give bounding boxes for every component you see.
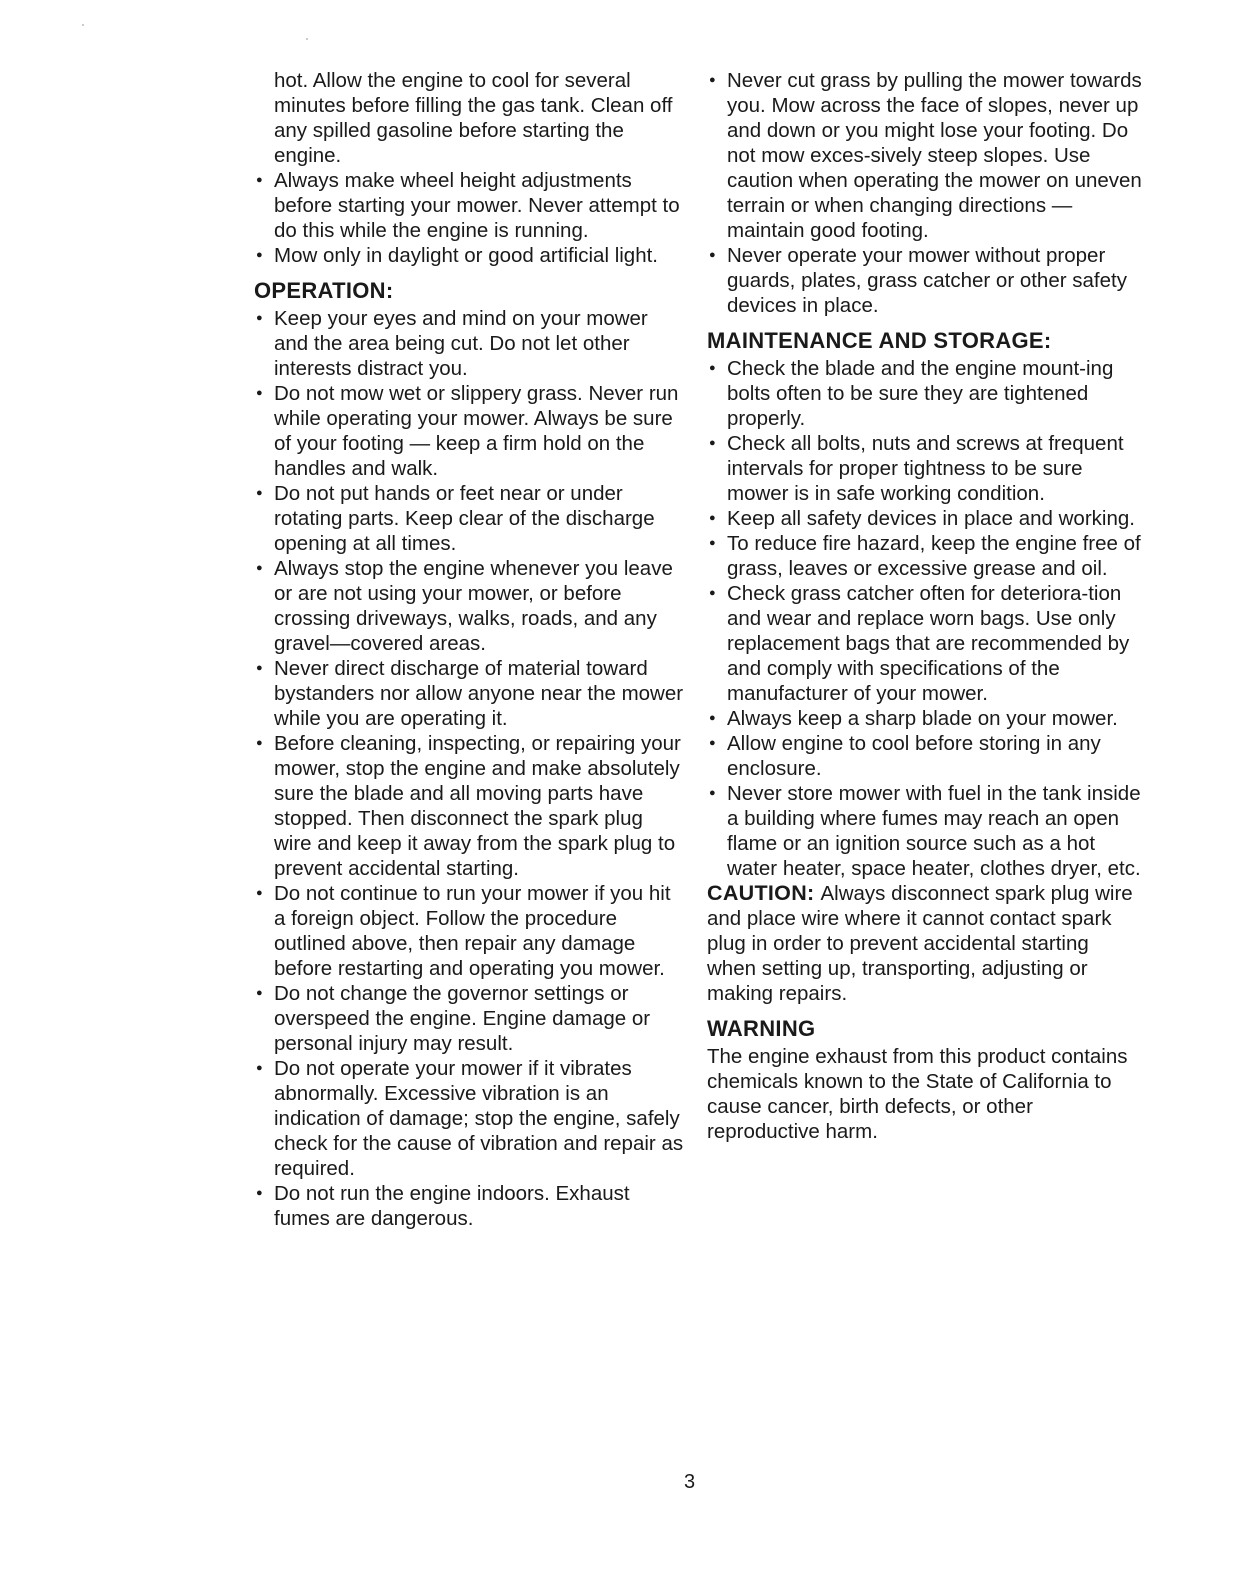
list-item: ● Before cleaning, inspecting, or repairing your mower, stop the engine and make absolutely sure the blade and all moving parts have stopped. Then disconnect the spark plug wire and keep it away from the spark plug to prevent accidental starting. — [256, 732, 681, 880]
bullet-icon: ● — [709, 362, 716, 374]
bullet-icon: ● — [709, 537, 716, 549]
bullet-icon: ● — [256, 1062, 263, 1074]
bullet-icon: ● — [709, 512, 716, 524]
caution-paragraph — [707, 881, 1143, 1006]
list-item: ● Never store mower with fuel in the tank inside a building where fumes may reach an open flame or an ignition source such as a hot water heater, space heater, clothes dryer, etc. — [709, 782, 1141, 880]
bullet-icon: ● — [709, 787, 716, 799]
list-item: ● Keep all safety devices in place and working. — [709, 507, 1135, 530]
bullet-icon: ● — [256, 662, 263, 674]
list-item: ● Allow engine to cool before storing in any enclosure. — [709, 732, 1101, 780]
slope-bullet-list — [707, 68, 1143, 318]
bullet-icon: ● — [256, 737, 263, 749]
list-item: ● Never cut grass by pulling the mower towards you. Mow across the face of slopes, never up and down or you might lose your footing. Do not mow exces-sively steep slopes. Use caution when operating the mower on uneven terrain or when changing directions — maintain good footing. — [709, 69, 1142, 242]
intro-bullet-list — [254, 168, 686, 268]
bullet-icon: ● — [256, 887, 263, 899]
maintenance-heading: MAINTENANCE AND STORAGE: — [707, 328, 1052, 353]
scan-speck — [82, 24, 84, 26]
bullet-icon: ● — [709, 74, 716, 86]
left-column — [254, 68, 686, 1231]
bullet-icon: ● — [709, 249, 716, 261]
warning-heading: WARNING — [707, 1016, 816, 1041]
list-item: ● Check all bolts, nuts and screws at frequent intervals for proper tightness to be sure mower is in safe working condition. — [709, 432, 1124, 505]
list-item: ● Check the blade and the engine mount-ing bolts often to be sure they are tightened properly. — [709, 357, 1114, 430]
caution-label: CAUTION: — [707, 881, 815, 905]
bullet-icon: ● — [256, 987, 263, 999]
warning-text: The engine exhaust from this product contains chemicals known to the State of California to cause cancer, birth defects, or other reproductive harm. — [707, 1045, 1128, 1143]
list-item: ● Do not mow wet or slippery grass. Never run while operating your mower. Always be sure of your footing — keep a firm hold on the handles and walk. — [256, 382, 679, 480]
list-item: ● Never direct discharge of material toward bystanders nor allow anyone near the mower while you are operating it. — [256, 657, 684, 730]
bullet-icon: ● — [709, 587, 716, 599]
list-item: ● Do not continue to run your mower if you hit a foreign object. Follow the procedure outlined above, then repair any damage before restarting and operating you mower. — [256, 882, 671, 980]
list-item: ● Never operate your mower without proper guards, plates, grass catcher or other safety devices in place. — [709, 244, 1127, 317]
operation-heading: OPERATION: — [254, 278, 394, 303]
list-item: ● Do not operate your mower if it vibrates abnormally. Excessive vibration is an indication of damage; stop the engine, safely check for the cause of vibration and repair as required. — [256, 1057, 684, 1180]
caution-text: Always disconnect spark plug wire and place wire where it cannot contact spark plug in order to prevent accidental starting when setting up, transporting, adjusting or making repairs. — [707, 882, 1133, 1005]
bullet-icon: ● — [256, 249, 263, 261]
bullet-icon: ● — [709, 737, 716, 749]
bullet-icon: ● — [256, 174, 263, 186]
bullet-icon: ● — [256, 312, 263, 324]
list-item: ● Keep your eyes and mind on your mower and the area being cut. Do not let other interests distract you. — [256, 307, 648, 380]
operation-bullet-list — [254, 306, 686, 1231]
list-item: ● Always keep a sharp blade on your mower. — [709, 707, 1118, 730]
bullet-icon: ● — [256, 387, 263, 399]
bullet-icon: ● — [256, 562, 263, 574]
list-item: ● Check grass catcher often for deteriora-tion and wear and replace worn bags. Use only replacement bags that are recommended by and comply with specifications of the manufacturer of your mower. — [709, 582, 1130, 705]
list-item: ● Do not run the engine indoors. Exhaust fumes are dangerous. — [256, 1182, 630, 1230]
page-number: 3 — [684, 1471, 696, 1493]
bullet-icon: ● — [709, 437, 716, 449]
scan-speck — [306, 38, 308, 40]
list-item: ● Mow only in daylight or good artificial light. — [256, 244, 658, 267]
list-item: ● To reduce fire hazard, keep the engine free of grass, leaves or excessive grease and oil. — [709, 532, 1141, 580]
bullet-icon: ● — [256, 1187, 263, 1199]
maintenance-bullet-list — [707, 356, 1143, 881]
bullet-icon: ● — [256, 487, 263, 499]
bullet-icon: ● — [709, 712, 716, 724]
right-column — [707, 68, 1143, 1144]
list-item: ● Always stop the engine whenever you leave or are not using your mower, or before crossing driveways, walks, roads, and any gravel—covered areas. — [256, 557, 673, 655]
intro-continuation: hot. Allow the engine to cool for several minutes before filling the gas tank. Clean off any spilled gasoline before starting the engine. — [274, 69, 673, 167]
list-item: ● Always make wheel height adjustments before starting your mower. Never attempt to do this while the engine is running. — [256, 169, 680, 242]
list-item: ● Do not change the governor settings or overspeed the engine. Engine damage or personal injury may result. — [256, 982, 651, 1055]
list-item: ● Do not put hands or feet near or under rotating parts. Keep clear of the discharge opening at all times. — [256, 482, 655, 555]
